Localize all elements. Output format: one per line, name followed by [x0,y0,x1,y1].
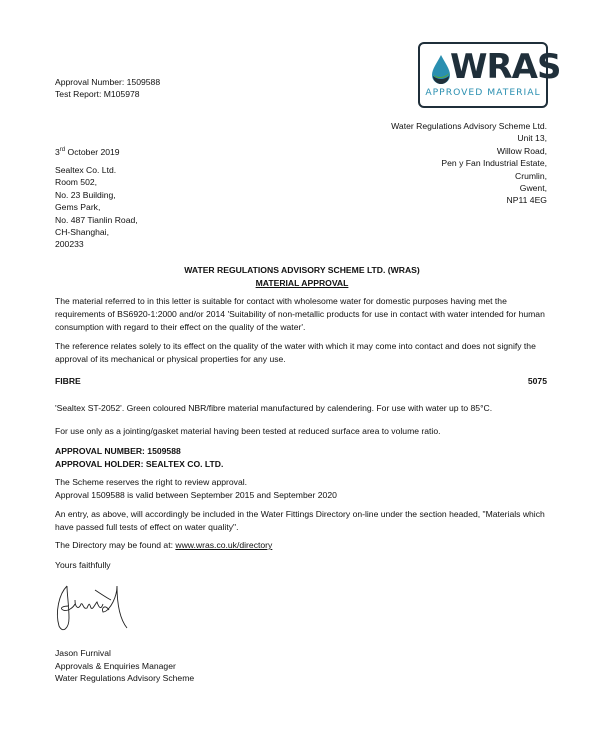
heading-subtitle: MATERIAL APPROVAL [255,278,349,288]
reference-block [55,76,160,101]
wras-logo [418,42,561,108]
paragraph-reference [55,340,536,366]
date-suffix: rd [59,147,66,153]
address-line: No. 23 Building, [55,189,116,200]
category-name: FIBRE [55,376,81,386]
paragraph-suitability [55,295,545,334]
text-line: Approval 1509588 is valid between September 2015 and September 2020 [55,490,337,500]
sender-address [391,120,547,207]
signatory-org: Water Regulations Advisory Scheme [55,673,195,684]
approval-holder: APPROVAL HOLDER: SEALTEX CO. LTD. [55,459,224,469]
address-line: Unit 13, [517,133,547,144]
approval-number-bold: APPROVAL NUMBER: 1509588 [55,446,181,456]
signatory-block [55,647,194,685]
address-line: Water Regulations Advisory Scheme Ltd. [391,121,547,131]
directory-prefix: The Directory may be found at: [55,540,176,550]
address-line: Sealtex Co. Ltd. [55,165,117,175]
letter-date [55,144,120,158]
text-line: requirements of BS6920-1:2000 and/or 2014 'Suitability of non-metallic products for use in contact with water intended for human [55,309,545,319]
test-report: Test Report: M105978 [55,89,140,100]
text-line: The reference relates solely to its effect on the quality of the water with which it may come into contact and does not signify the [55,341,536,351]
text-line: An entry, as above, will accordingly be included in the Water Fittings Directory on-line under the section headed, "Materials which [55,509,545,519]
signature-image [55,582,135,636]
address-line: Crumlin, [515,170,547,181]
text-line: consumption with regard to their effect on the quality of the water'. [55,322,306,332]
category-code: 5075 [527,376,547,386]
directory-line [55,539,272,551]
logo-brand: WRAS [450,47,561,87]
heading-title: WATER REGULATIONS ADVISORY SCHEME LTD. (WRAS) [184,265,420,275]
date-rest: October 2019 [65,146,120,157]
water-drop-icon [430,54,452,86]
signatory-name: Jason Furnival [55,648,111,658]
address-line: NP11 4EG [506,195,547,206]
address-line: CH-Shanghai, [55,227,109,238]
heading [0,264,604,290]
address-line: Pen y Fan Industrial Estate, [441,158,547,169]
text-line: have passed full tests of effect on water quality". [55,522,239,532]
address-line: Willow Road, [496,145,547,156]
logo-subtitle: APPROVED MATERIAL [425,87,541,98]
approval-block [55,445,223,471]
approval-number: Approval Number: 1509588 [55,77,161,87]
signatory-title: Approvals & Enquiries Manager [55,660,176,671]
address-line: Gems Park, [55,202,101,213]
address-line: 200233 [55,239,84,250]
review-block [55,476,337,502]
address-line: No. 487 Tianlin Road, [55,214,138,225]
date-day: 3 [55,146,60,157]
closing: Yours faithfully [55,560,111,570]
text-line: The Scheme reserves the right to review approval. [55,477,248,487]
directory-entry [55,508,545,534]
product-description: 'Sealtex ST-2052'. Green coloured NBR/fibre material manufactured by calendering. For use with water up to 85°C. [55,403,493,413]
directory-link[interactable]: www.wras.co.uk/directory [175,540,273,550]
text-line: approval of its mechanical or physical properties for any use. [55,354,286,364]
recipient-address [55,164,138,251]
address-line: Room 502, [55,177,98,188]
address-line: Gwent, [519,183,547,194]
usage-note: For use only as a jointing/gasket material having been tested at reduced surface area to volume ratio. [55,426,441,436]
text-line: The material referred to in this letter is suitable for contact with wholesome water for domestic purposes having met the [55,296,507,306]
